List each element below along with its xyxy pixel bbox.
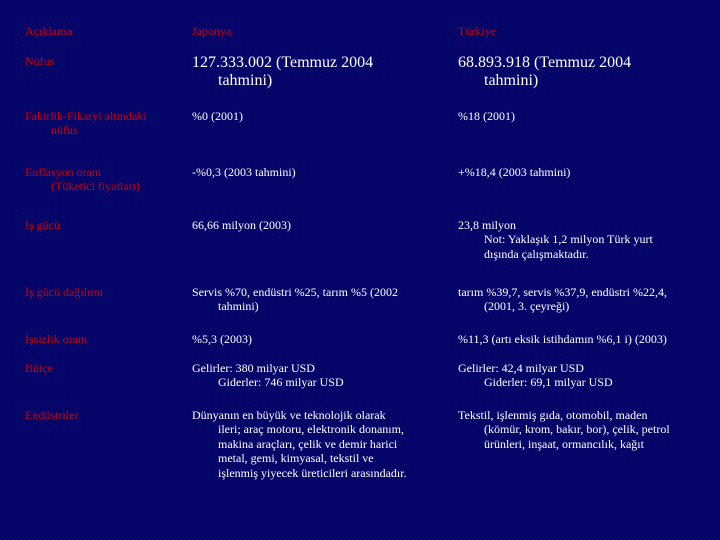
japan-value: [192, 165, 447, 179]
header-col-turkey: Türkiye: [458, 24, 496, 38]
value-line: işlenmiş yiyecek üreticileri arasındadır.: [218, 465, 407, 480]
value-line: Not: Yaklaşık 1,2 milyon Türk yurt: [484, 232, 653, 247]
value-line: ileri; araç motoru, elektronik donanım,: [218, 422, 404, 437]
value-line: -%0,3 (2003 tahmini): [192, 165, 296, 179]
label-line: Endüstriler: [25, 408, 79, 422]
value-line: (kömür, krom, bakır, bor), çelik, petrol: [484, 422, 670, 437]
header-col-description: Açıklama: [25, 24, 72, 38]
value-line: Tekstil, işlenmiş gıda, otomobil, maden: [458, 408, 648, 422]
japan-value: [192, 408, 447, 480]
japan-value: [192, 285, 447, 314]
label-line: (Tüketici fiyatları): [51, 179, 140, 194]
value-line: metal, gemi, kimyasal, tekstil ve: [218, 451, 374, 466]
label-line: Bütçe: [25, 361, 53, 375]
value-line: 23,8 milyon: [458, 218, 517, 232]
japan-value: [192, 109, 447, 123]
label-line: İşsizlik oranı: [25, 332, 88, 346]
value-line: Giderler: 69,1 milyar USD: [484, 375, 613, 390]
value-line: %0 (2001): [192, 109, 243, 123]
row-label: [25, 332, 190, 346]
row-label: [25, 109, 190, 138]
value-line: (2001, 3. çeyreği): [484, 299, 570, 314]
label-line: Nüfus: [25, 54, 55, 68]
value-line: Gelirler: 380 milyar USD: [192, 361, 315, 375]
turkey-value: [458, 361, 715, 390]
japan-value: [192, 218, 447, 232]
value-line: tarım %39,7, servis %37,9, endüstri %22,4,: [458, 285, 667, 299]
value-line: tahmini): [484, 72, 539, 90]
row-label: [25, 408, 190, 422]
label-line: Fakirlik-Fikaryi altındaki: [25, 109, 147, 123]
value-line: 127.333.002 (Temmuz 2004: [192, 54, 374, 71]
value-line: Gelirler: 42,4 milyar USD: [458, 361, 584, 375]
value-line: 66,66 milyon (2003): [192, 218, 291, 232]
value-line: tahmini): [218, 299, 259, 314]
japan-value: [192, 54, 447, 91]
row-label: [25, 361, 190, 375]
turkey-value: [458, 54, 715, 91]
turkey-value: [458, 165, 715, 179]
turkey-value: [458, 332, 715, 346]
label-line: nüfus: [51, 123, 78, 138]
row-label: [25, 218, 190, 232]
row-label: [25, 54, 190, 68]
value-line: tahmini): [218, 72, 273, 90]
japan-value: [192, 361, 447, 390]
label-line: İş gücü: [25, 218, 60, 232]
row-label: [25, 165, 190, 194]
header-col-japan: Japonya: [192, 24, 232, 38]
value-line: dışında çalışmaktadır.: [484, 246, 589, 261]
value-line: +%18,4 (2003 tahmini): [458, 165, 571, 179]
japan-value: [192, 332, 447, 346]
turkey-value: [458, 218, 715, 261]
row-label: [25, 285, 190, 299]
turkey-value: [458, 285, 715, 314]
turkey-value: [458, 408, 715, 451]
value-line: %5,3 (2003): [192, 332, 252, 346]
value-line: 68.893.918 (Temmuz 2004: [458, 54, 632, 71]
value-line: %18 (2001): [458, 109, 515, 123]
value-line: %11,3 (artı eksik istihdamın %6,1 i) (2003): [458, 332, 667, 346]
value-line: Servis %70, endüstri %25, tarım %5 (2002: [192, 285, 398, 299]
value-line: ürünleri, inşaat, ormancılık, kağıt: [484, 436, 644, 451]
turkey-value: [458, 109, 715, 123]
value-line: makina araçları, çelik ve demir harici: [218, 436, 398, 451]
label-line: Enflasyon oranı: [25, 165, 102, 179]
value-line: Dünyanın en büyük ve teknolojik olarak: [192, 408, 386, 422]
label-line: İş gücü dağılımı: [25, 285, 103, 299]
value-line: Giderler: 746 milyar USD: [218, 375, 344, 390]
